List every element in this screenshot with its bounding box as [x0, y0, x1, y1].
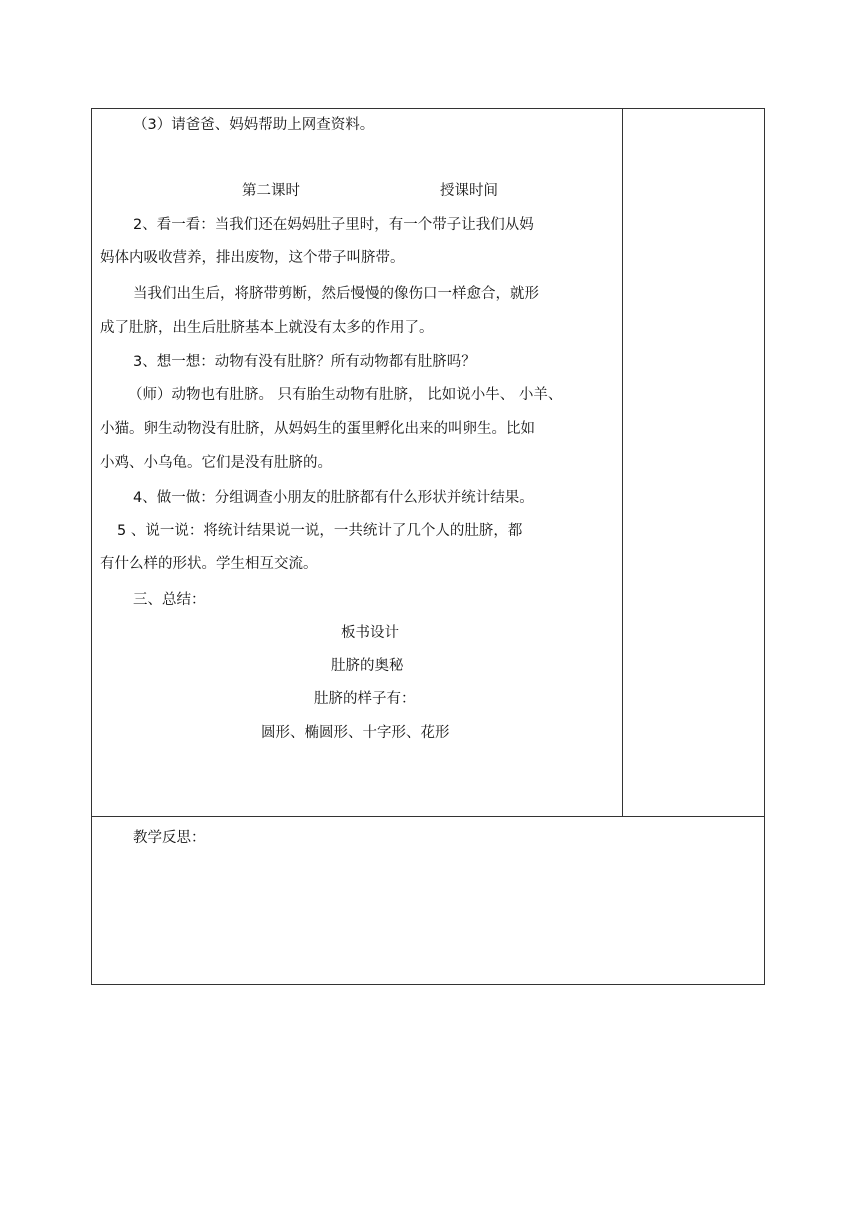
item-3-line-4: 小鸡、小乌龟。它们是没有肚脐的。: [100, 455, 332, 471]
item-3-line-3: 小猫。卵生动物没有肚脐，从妈妈生的蛋里孵化出来的叫卵生。比如: [100, 421, 535, 437]
item-4-line-1: 4、做一做：分组调查小朋友的肚脐都有什么形状并统计结果。: [133, 490, 534, 506]
item-3-line-1: 3、想一想：动物有没有肚脐？所有动物都有肚脐吗？: [133, 354, 476, 370]
lesson-table: [91, 108, 765, 985]
table-column-divider: [622, 108, 623, 817]
board-subject: 肚脐的奥秘: [331, 658, 404, 674]
reflection-label: 教学反思：: [133, 830, 206, 846]
lesson-2-title: 第二课时: [242, 183, 300, 199]
item-2-line-4: 成了肚脐，出生后肚脐基本上就没有太多的作用了。: [100, 320, 434, 336]
summary-label: 三、总结：: [133, 592, 206, 608]
item-5-line-1: 5 、说一说：将统计结果说一说，一共统计了几个人的肚脐，都: [117, 523, 523, 539]
step-3-text: （3）请爸爸、妈妈帮助上网查资料。: [133, 117, 375, 133]
item-2-line-2: 妈体内吸收营养，排出废物，这个带子叫脐带。: [100, 250, 405, 266]
board-types-list: 圆形、椭圆形、十字形、花形: [261, 725, 450, 741]
board-types-label: 肚脐的样子有：: [314, 691, 416, 707]
item-5-line-2: 有什么样的形状。学生相互交流。: [100, 556, 318, 572]
item-3-line-2: （师）动物也有肚脐。 只有胎生动物有肚脐， 比如说小牛、 小羊、: [128, 387, 563, 403]
lesson-2-time-label: 授课时间: [440, 183, 498, 199]
item-2-line-3: 当我们出生后，将脐带剪断，然后慢慢的像伤口一样愈合，就形: [133, 286, 539, 302]
table-row-divider: [91, 816, 765, 817]
item-2-line-1: 2、看一看：当我们还在妈妈肚子里时，有一个带子让我们从妈: [133, 217, 534, 233]
board-design-title: 板书设计: [341, 625, 399, 641]
